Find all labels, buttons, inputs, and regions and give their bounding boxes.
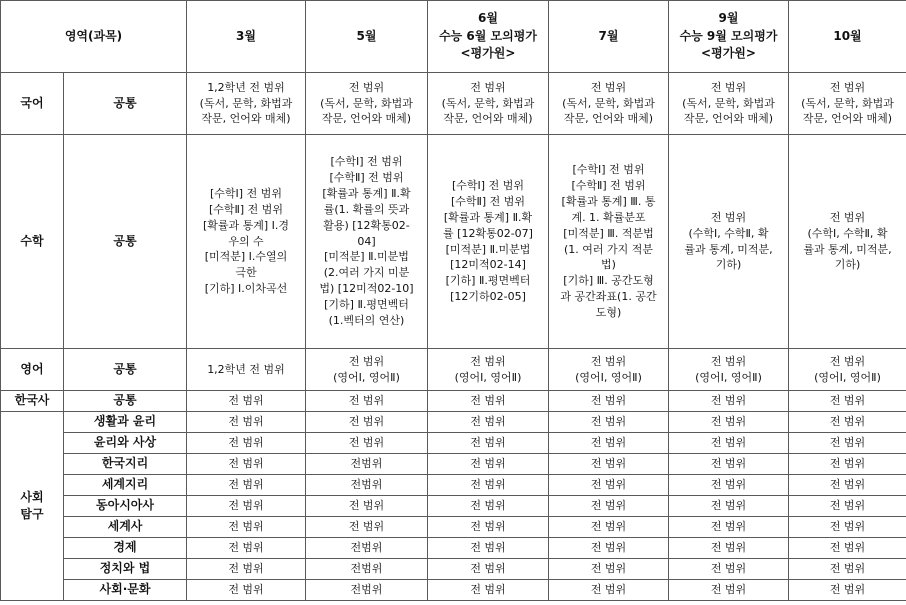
cell-line: (영어Ⅰ, 영어Ⅱ) xyxy=(575,370,642,384)
cell-line: (영어Ⅰ, 영어Ⅱ) xyxy=(695,370,762,384)
cell-line: [확률과 통계] Ⅱ.확 xyxy=(443,210,533,224)
social-cell: 전 범위 xyxy=(549,538,669,559)
cell-line: (독서, 문학, 화법과 xyxy=(682,96,775,110)
social-row xyxy=(1,412,906,433)
month-header-jun xyxy=(428,1,549,73)
cell-line: [수학Ⅱ] 전 범위 xyxy=(450,194,526,208)
cell-line: 률과 통계, 미적분, xyxy=(803,242,892,256)
social-row xyxy=(1,433,906,454)
cell-line: 작문, 언어와 매체) xyxy=(443,112,533,126)
cell-line: 작문, 언어와 매체) xyxy=(563,112,654,126)
social-cell: 전 범위 xyxy=(549,496,669,517)
cell-line: [기하] Ⅰ.이차곡선 xyxy=(204,282,288,296)
social-cell: 전 범위 xyxy=(187,475,306,496)
math-row xyxy=(1,135,906,349)
social-cell: 전 범위 xyxy=(549,580,669,601)
subject-name: 정치와 법 xyxy=(64,559,187,580)
subject-math-common: 공통 xyxy=(64,135,187,349)
area-korean: 국어 xyxy=(1,73,64,135)
cell-line: (독서, 문학, 화법과 xyxy=(801,96,894,110)
cell-line: (2.여러 가지 미분 xyxy=(323,266,410,280)
social-row xyxy=(1,517,906,538)
subject-history-common: 공통 xyxy=(64,391,187,412)
cell-line: [미적분] Ⅱ.미분법 xyxy=(324,250,409,264)
social-cell: 전 범위 xyxy=(669,412,789,433)
social-cell: 전 범위 xyxy=(549,433,669,454)
header-row xyxy=(1,1,906,73)
cell-line: 전 범위 xyxy=(470,80,506,94)
english-cell-oct xyxy=(789,349,906,391)
social-cell: 전 범위 xyxy=(549,517,669,538)
cell-line: 1,2학년 전 범위 xyxy=(207,80,285,94)
subject-name: 한국지리 xyxy=(64,454,187,475)
cell-line: 극한 xyxy=(235,266,257,280)
social-cell: 전 범위 xyxy=(669,433,789,454)
cell-line: (1.벡터의 연산) xyxy=(328,314,405,328)
cell-line: (수학Ⅰ, 수학Ⅱ, 확 xyxy=(688,226,769,240)
cell-line: [수학Ⅱ] 전 범위 xyxy=(329,170,404,184)
cell-line: 작문, 언어와 매체) xyxy=(201,112,291,126)
subject-korean-common: 공통 xyxy=(64,73,187,135)
korean-cell-jun xyxy=(428,73,549,135)
korean-cell-sep xyxy=(669,73,789,135)
social-row xyxy=(1,559,906,580)
cell-line: 률(1. 확률의 뜻과 xyxy=(323,202,410,216)
cell-line: 04] xyxy=(357,234,376,248)
cell-line: [12기하02-05] xyxy=(450,290,526,304)
social-cell: 전 범위 xyxy=(789,454,906,475)
social-cell: 전 범위 xyxy=(187,433,306,454)
social-cell: 전 범위 xyxy=(306,412,428,433)
cell-line: 전 범위 xyxy=(710,210,747,224)
cell-line: 작문, 언어와 매체) xyxy=(321,112,412,126)
cell-line: [미적분] Ⅲ. 적분법 xyxy=(563,226,654,240)
area-line: 탐구 xyxy=(20,507,44,521)
math-cell-jun xyxy=(428,135,549,349)
cell-line: 계. 1. 확률분포 xyxy=(571,210,646,224)
social-cell: 전 범위 xyxy=(428,538,549,559)
cell-line: (영어Ⅰ, 영어Ⅱ) xyxy=(454,370,522,384)
social-cell: 전 범위 xyxy=(428,580,549,601)
social-cell: 전 범위 xyxy=(428,559,549,580)
subject-name: 윤리와 사상 xyxy=(64,433,187,454)
month-header-line: 3월 xyxy=(236,28,256,43)
cell-line: 기하) xyxy=(834,258,861,272)
social-cell: 전범위 xyxy=(306,454,428,475)
cell-line: 전 범위 xyxy=(590,354,627,368)
cell-line: 전 범위 xyxy=(829,80,866,94)
cell-line: [12미적02-14] xyxy=(450,258,526,272)
math-cell-may xyxy=(306,135,428,349)
cell-line: 법) xyxy=(601,258,616,272)
subject-english-common: 공통 xyxy=(64,349,187,391)
social-cell: 전 범위 xyxy=(669,538,789,559)
cell-line: (독서, 문학, 화법과 xyxy=(441,96,535,110)
history-cell-jul: 전 범위 xyxy=(549,391,669,412)
english-cell-mar xyxy=(187,349,306,391)
social-cell: 전 범위 xyxy=(306,517,428,538)
social-cell: 전 범위 xyxy=(789,517,906,538)
area-math: 수학 xyxy=(1,135,64,349)
cell-line: 전 범위 xyxy=(590,80,627,94)
area-header-label: 영역(과목) xyxy=(64,28,123,43)
cell-line: [수학Ⅱ] 전 범위 xyxy=(571,178,646,192)
math-cell-sep xyxy=(669,135,789,349)
cell-line: 도형) xyxy=(595,306,622,320)
social-cell: 전범위 xyxy=(306,559,428,580)
social-cell: 전 범위 xyxy=(789,496,906,517)
social-row xyxy=(1,475,906,496)
english-cell-may xyxy=(306,349,428,391)
social-cell: 전 범위 xyxy=(428,496,549,517)
social-cell: 전 범위 xyxy=(549,412,669,433)
month-header-line: 6월 xyxy=(478,11,498,26)
cell-line: [수학Ⅰ] 전 범위 xyxy=(210,186,282,200)
english-cell-jul xyxy=(549,349,669,391)
social-cell: 전 범위 xyxy=(549,559,669,580)
cell-line: 작문, 언어와 매체) xyxy=(802,112,893,126)
month-header-line: 수능 9월 모의평가 xyxy=(679,28,778,43)
social-cell: 전 범위 xyxy=(669,454,789,475)
social-cell: 전 범위 xyxy=(669,496,789,517)
area-header xyxy=(1,1,187,73)
month-header-may xyxy=(306,1,428,73)
cell-line: [수학Ⅰ] 전 범위 xyxy=(330,154,403,168)
social-cell: 전 범위 xyxy=(669,580,789,601)
area-line: 사회 xyxy=(20,489,44,504)
social-cell: 전범위 xyxy=(306,475,428,496)
history-cell-sep: 전 범위 xyxy=(669,391,789,412)
english-cell-jun xyxy=(428,349,549,391)
cell-line: 전 범위 xyxy=(829,210,866,224)
month-header-line: 수능 6월 모의평가 xyxy=(439,28,537,43)
cell-line: [수학Ⅱ] 전 범위 xyxy=(208,202,284,216)
area-english: 영어 xyxy=(1,349,64,391)
social-cell: 전 범위 xyxy=(789,538,906,559)
korean-row xyxy=(1,73,906,135)
korean-cell-mar xyxy=(187,73,306,135)
cell-line: (독서, 문학, 화법과 xyxy=(199,96,293,110)
social-cell: 전 범위 xyxy=(428,517,549,538)
cell-line: [수학Ⅰ] 전 범위 xyxy=(572,162,645,176)
cell-line: (영어Ⅰ, 영어Ⅱ) xyxy=(814,370,881,384)
math-cell-oct xyxy=(789,135,906,349)
korean-cell-oct xyxy=(789,73,906,135)
social-cell: 전 범위 xyxy=(789,433,906,454)
month-header-line: <평가원> xyxy=(460,46,516,61)
subject-name: 동아시아사 xyxy=(64,496,187,517)
social-cell: 전 범위 xyxy=(669,517,789,538)
social-cell: 전 범위 xyxy=(789,412,906,433)
history-cell-jun: 전 범위 xyxy=(428,391,549,412)
cell-line: [기하] Ⅱ.평면벡터 xyxy=(324,298,409,312)
month-header-oct xyxy=(789,1,906,73)
cell-line: (영어Ⅰ, 영어Ⅱ) xyxy=(333,370,400,384)
month-header-line: 10월 xyxy=(833,28,862,43)
subject-name: 사회·문화 xyxy=(64,580,187,601)
social-row xyxy=(1,538,906,559)
cell-line: 률과 통계, 미적분, xyxy=(684,242,773,256)
english-row xyxy=(1,349,906,391)
cell-line: (독서, 문학, 화법과 xyxy=(562,96,655,110)
area-social-studies xyxy=(1,412,64,601)
month-header-line: 5월 xyxy=(356,28,377,43)
subject-name: 세계사 xyxy=(64,517,187,538)
cell-line: [기하] Ⅱ.평면벡터 xyxy=(445,274,531,288)
month-header-line: 7월 xyxy=(598,28,619,43)
history-cell-may: 전 범위 xyxy=(306,391,428,412)
cell-line: 1,2학년 전 범위 xyxy=(207,362,285,376)
cell-line: (1. 여러 가지 적분 xyxy=(563,242,654,256)
social-row xyxy=(1,496,906,517)
social-cell: 전 범위 xyxy=(669,559,789,580)
subject-name: 세계지리 xyxy=(64,475,187,496)
social-cell: 전 범위 xyxy=(187,496,306,517)
social-cell: 전 범위 xyxy=(306,496,428,517)
social-cell: 전 범위 xyxy=(187,454,306,475)
social-cell: 전 범위 xyxy=(428,475,549,496)
social-cell: 전 범위 xyxy=(428,412,549,433)
month-header-line: 9월 xyxy=(718,11,739,26)
area-korean-history: 한국사 xyxy=(1,391,64,412)
month-header-jul xyxy=(549,1,669,73)
social-cell: 전 범위 xyxy=(187,412,306,433)
month-header-mar xyxy=(187,1,306,73)
cell-line: 과 공간좌표(1. 공간 xyxy=(560,290,657,304)
korean-cell-jul xyxy=(549,73,669,135)
cell-line: 전 범위 xyxy=(348,80,385,94)
social-cell: 전범위 xyxy=(306,580,428,601)
history-cell-mar: 전 범위 xyxy=(187,391,306,412)
social-cell: 전 범위 xyxy=(428,433,549,454)
social-cell: 전 범위 xyxy=(669,475,789,496)
subject-name: 생활과 윤리 xyxy=(64,412,187,433)
cell-line: 전 범위 xyxy=(710,80,747,94)
cell-line: 작문, 언어와 매체) xyxy=(683,112,774,126)
math-cell-jul xyxy=(549,135,669,349)
social-cell: 전 범위 xyxy=(789,559,906,580)
korean-cell-may xyxy=(306,73,428,135)
cell-line: [미적분] Ⅱ.미분법 xyxy=(445,242,531,256)
history-cell-oct: 전 범위 xyxy=(789,391,906,412)
social-cell: 전범위 xyxy=(306,538,428,559)
social-cell: 전 범위 xyxy=(187,559,306,580)
cell-line: [확률과 통계] Ⅱ.확 xyxy=(322,186,411,200)
cell-line: [확률과 통계] Ⅲ. 통 xyxy=(561,194,656,208)
cell-line: 률 [12확통02-07] xyxy=(443,226,533,240)
social-cell: 전 범위 xyxy=(789,475,906,496)
social-row xyxy=(1,454,906,475)
month-header-line: <평가원> xyxy=(701,46,756,61)
math-cell-mar xyxy=(187,135,306,349)
social-cell: 전 범위 xyxy=(187,580,306,601)
cell-line: (독서, 문학, 화법과 xyxy=(320,96,413,110)
cell-line: 전 범위 xyxy=(348,354,385,368)
social-cell: 전 범위 xyxy=(306,433,428,454)
cell-line: 활용) [12확통02- xyxy=(323,218,410,232)
subject-name: 경제 xyxy=(64,538,187,559)
social-cell: 전 범위 xyxy=(549,475,669,496)
cell-line: 법) [12미적02-10] xyxy=(319,282,414,296)
month-header-sep xyxy=(669,1,789,73)
cell-line: [미적분] Ⅰ.수열의 xyxy=(204,250,288,264)
cell-line: 전 범위 xyxy=(829,354,866,368)
cell-line: (수학Ⅰ, 수학Ⅱ, 확 xyxy=(807,226,888,240)
cell-line: [확률과 통계] Ⅰ.경 xyxy=(202,218,290,232)
history-row xyxy=(1,391,906,412)
cell-line: 우의 수 xyxy=(228,234,264,248)
cell-line: 전 범위 xyxy=(710,354,747,368)
social-row xyxy=(1,580,906,601)
social-cell: 전 범위 xyxy=(428,454,549,475)
cell-line: [기하] Ⅲ. 공간도형 xyxy=(563,274,654,288)
cell-line: [수학Ⅰ] 전 범위 xyxy=(452,178,524,192)
cell-line: 기하) xyxy=(715,258,742,272)
social-cell: 전 범위 xyxy=(549,454,669,475)
english-cell-sep xyxy=(669,349,789,391)
social-cell: 전 범위 xyxy=(187,517,306,538)
cell-line: 전 범위 xyxy=(470,354,506,368)
social-cell: 전 범위 xyxy=(187,538,306,559)
social-cell: 전 범위 xyxy=(789,580,906,601)
